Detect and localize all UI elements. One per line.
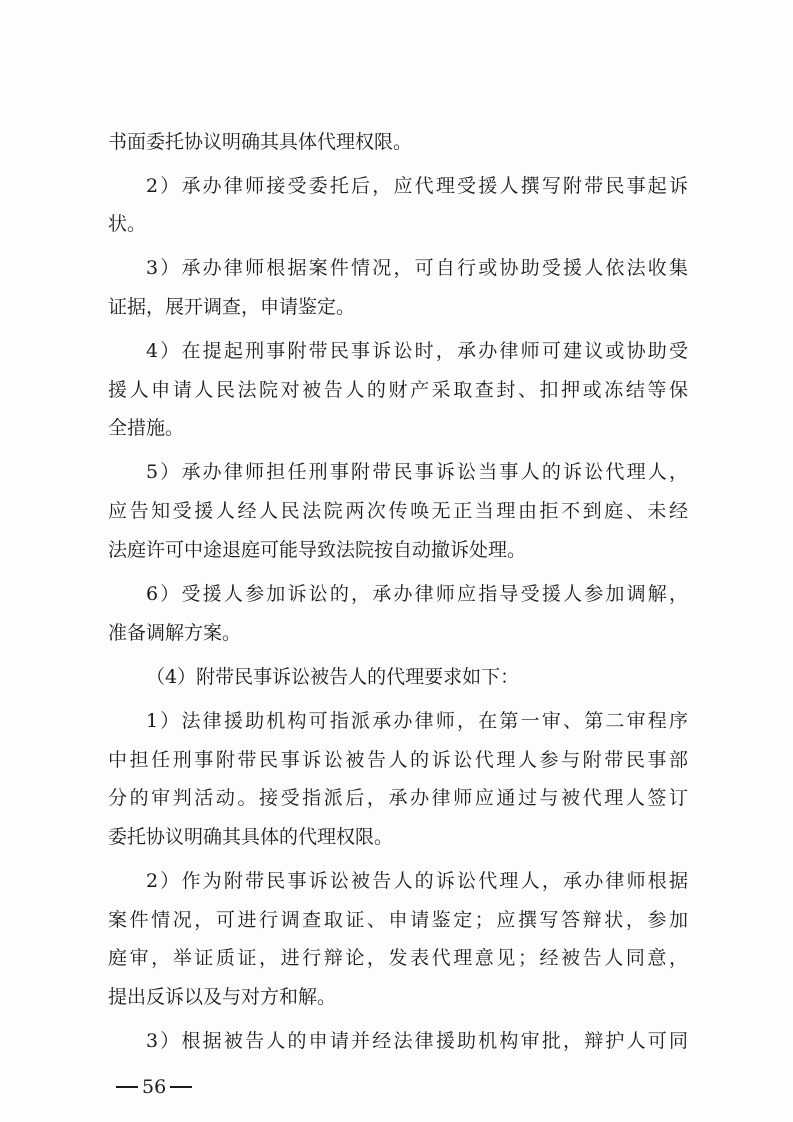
text-line-13: 准备调解方案。	[108, 622, 242, 644]
text-line-9: 5）承办律师担任刑事附带民事诉讼当事人的诉讼代理人，	[146, 461, 688, 483]
text-line-6: 4）在提起刑事附带民事诉讼时，承办律师可建议或协助受	[146, 340, 688, 362]
page-number-footer	[112, 1072, 196, 1102]
text-line-22: 提出反诉以及与对方和解。	[108, 986, 337, 1008]
text-line-8: 全措施。	[108, 417, 185, 439]
text-line-15: 1）法律援助机构可指派承办律师，在第一审、第二审程序	[146, 710, 688, 732]
text-line-16: 中担任刑事附带民事诉讼被告人的诉讼代理人参与附带民事部	[108, 749, 688, 771]
text-line-11: 法庭许可中途退庭可能导致法院按自动撤诉处理。	[108, 539, 527, 561]
text-line-7: 援人申请人民法院对被告人的财产采取查封、扣押或冻结等保	[108, 379, 688, 401]
text-line-20: 案件情况，可进行调查取证、申请鉴定；应撰写答辩状，参加	[108, 909, 688, 931]
text-line-17: 分的审判活动。接受指派后，承办律师应通过与被代理人签订	[108, 787, 688, 809]
text-line-23: 3）根据被告人的申请并经法律援助机构审批，辩护人可同	[146, 1030, 688, 1052]
text-line-21: 庭审，举证质证，进行辩论，发表代理意见；经被告人同意，	[108, 947, 688, 969]
text-line-3: 状。	[108, 213, 147, 235]
footer-dash-right	[170, 1086, 192, 1088]
text-line-2: 2）承办律师接受委托后，应代理受援人撰写附带民事起诉	[146, 175, 688, 197]
text-line-18: 委托协议明确其具体的代理权限。	[108, 826, 394, 848]
page-number: 56	[142, 1076, 167, 1098]
text-line-12: 6）受援人参加诉讼的，承办律师应指导受援人参加调解，	[146, 583, 688, 605]
text-line-4: 3）承办律师根据案件情况，可自行或协助受援人依法收集	[146, 257, 688, 279]
section-heading: （4）附带民事诉讼被告人的代理要求如下：	[146, 666, 520, 688]
text-line-10: 应告知受援人经人民法院两次传唤无正当理由拒不到庭、未经	[108, 500, 688, 522]
text-line-19: 2）作为附带民事诉讼被告人的诉讼代理人，承办律师根据	[146, 870, 688, 892]
text-line-5: 证据，展开调查，申请鉴定。	[108, 296, 356, 318]
text-line-1: 书面委托协议明确其具体代理权限。	[108, 131, 413, 153]
footer-dash-left	[116, 1086, 138, 1088]
